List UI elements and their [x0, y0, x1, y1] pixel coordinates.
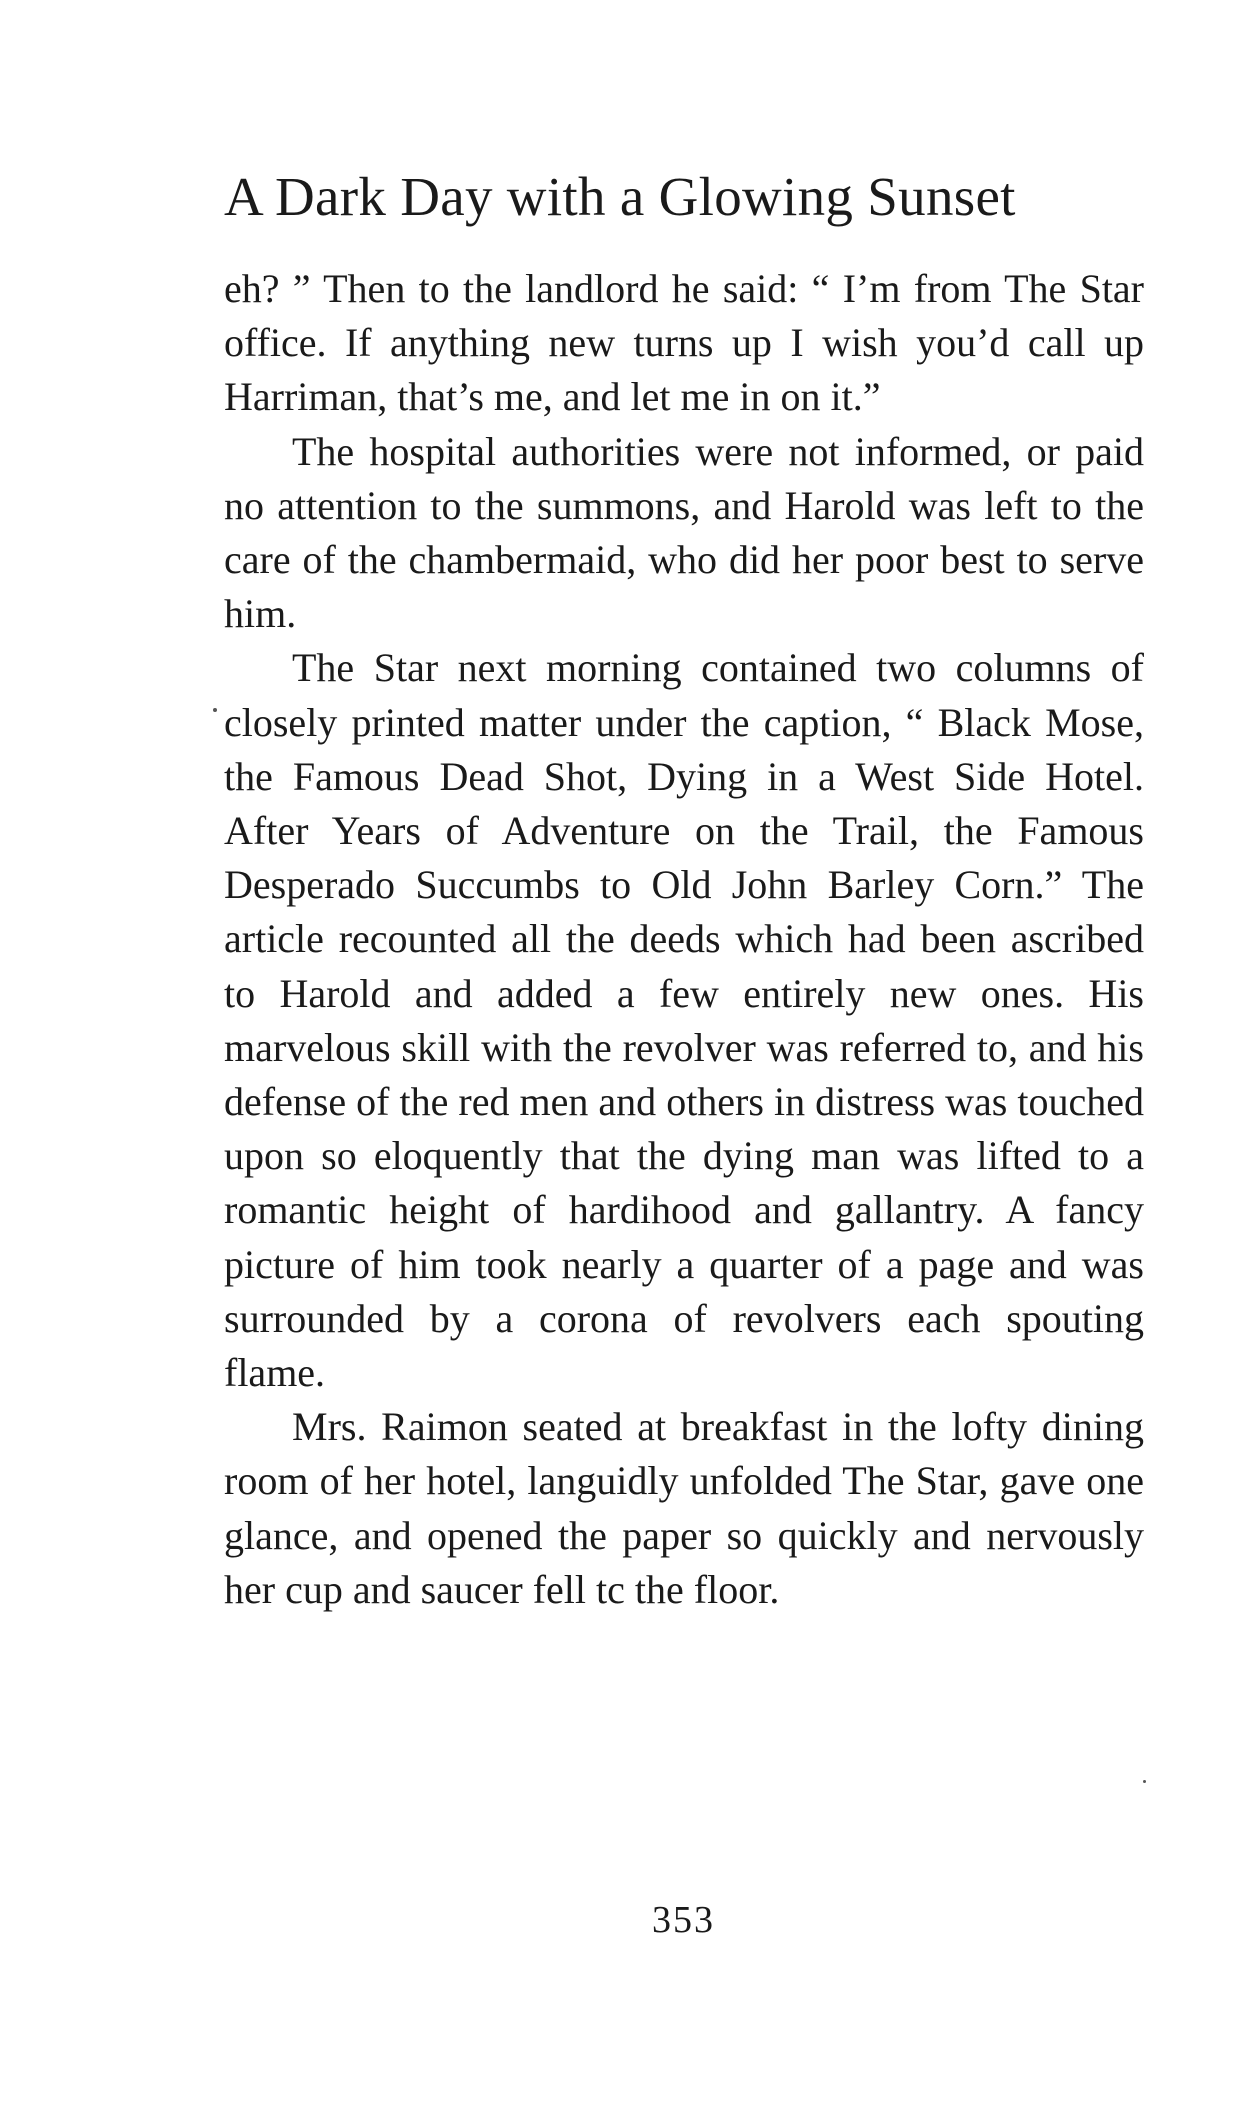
- print-speck: [1143, 1780, 1146, 1783]
- page-number: 353: [652, 1899, 715, 1941]
- paragraph: Mrs. Raimon seated at breakfast in the lofty dining room of her hotel, languidly unfolded The Star, gave one glance, and opened the paper so quickly and nervously her cup and saucer fell tc the floor.: [224, 1404, 1144, 1612]
- paragraph: eh? ” Then to the landlord he said: “ I’m from The Star office. If anything new turns up I wish you’d call up Harriman, that’s me, and let me in on it.”: [224, 266, 1144, 420]
- running-head: A Dark Day with a Glowing Sunset: [224, 166, 1016, 227]
- body-text: [224, 262, 1144, 1617]
- paragraph: The hospital authorities were not informed, or paid no attention to the summons, and Harold was left to the care of the chambermaid, who did her poor best to serve him.: [224, 428, 1144, 637]
- paragraph: The Star next morning contained two columns of closely printed matter under the caption, “ Black Mose, the Famous Dead Shot, Dying in a West Side Hotel. After Years of Adventure on the Trail, the Famous Desperado Succumbs to Old John Barley Corn.” The article recounted all the deeds which had been ascribed to Harold and added a few entirely new ones. His marvelous skill with the revolver was referred to, and his defense of the red men and others in distress was touched upon so eloquently that the dying man was lifted to a romantic height of hardihood and gallantry. A fancy picture of him took nearly a quarter of a page and was surrounded by a corona of revolvers each spouting flame.: [224, 645, 1144, 1396]
- print-speck: [213, 708, 217, 712]
